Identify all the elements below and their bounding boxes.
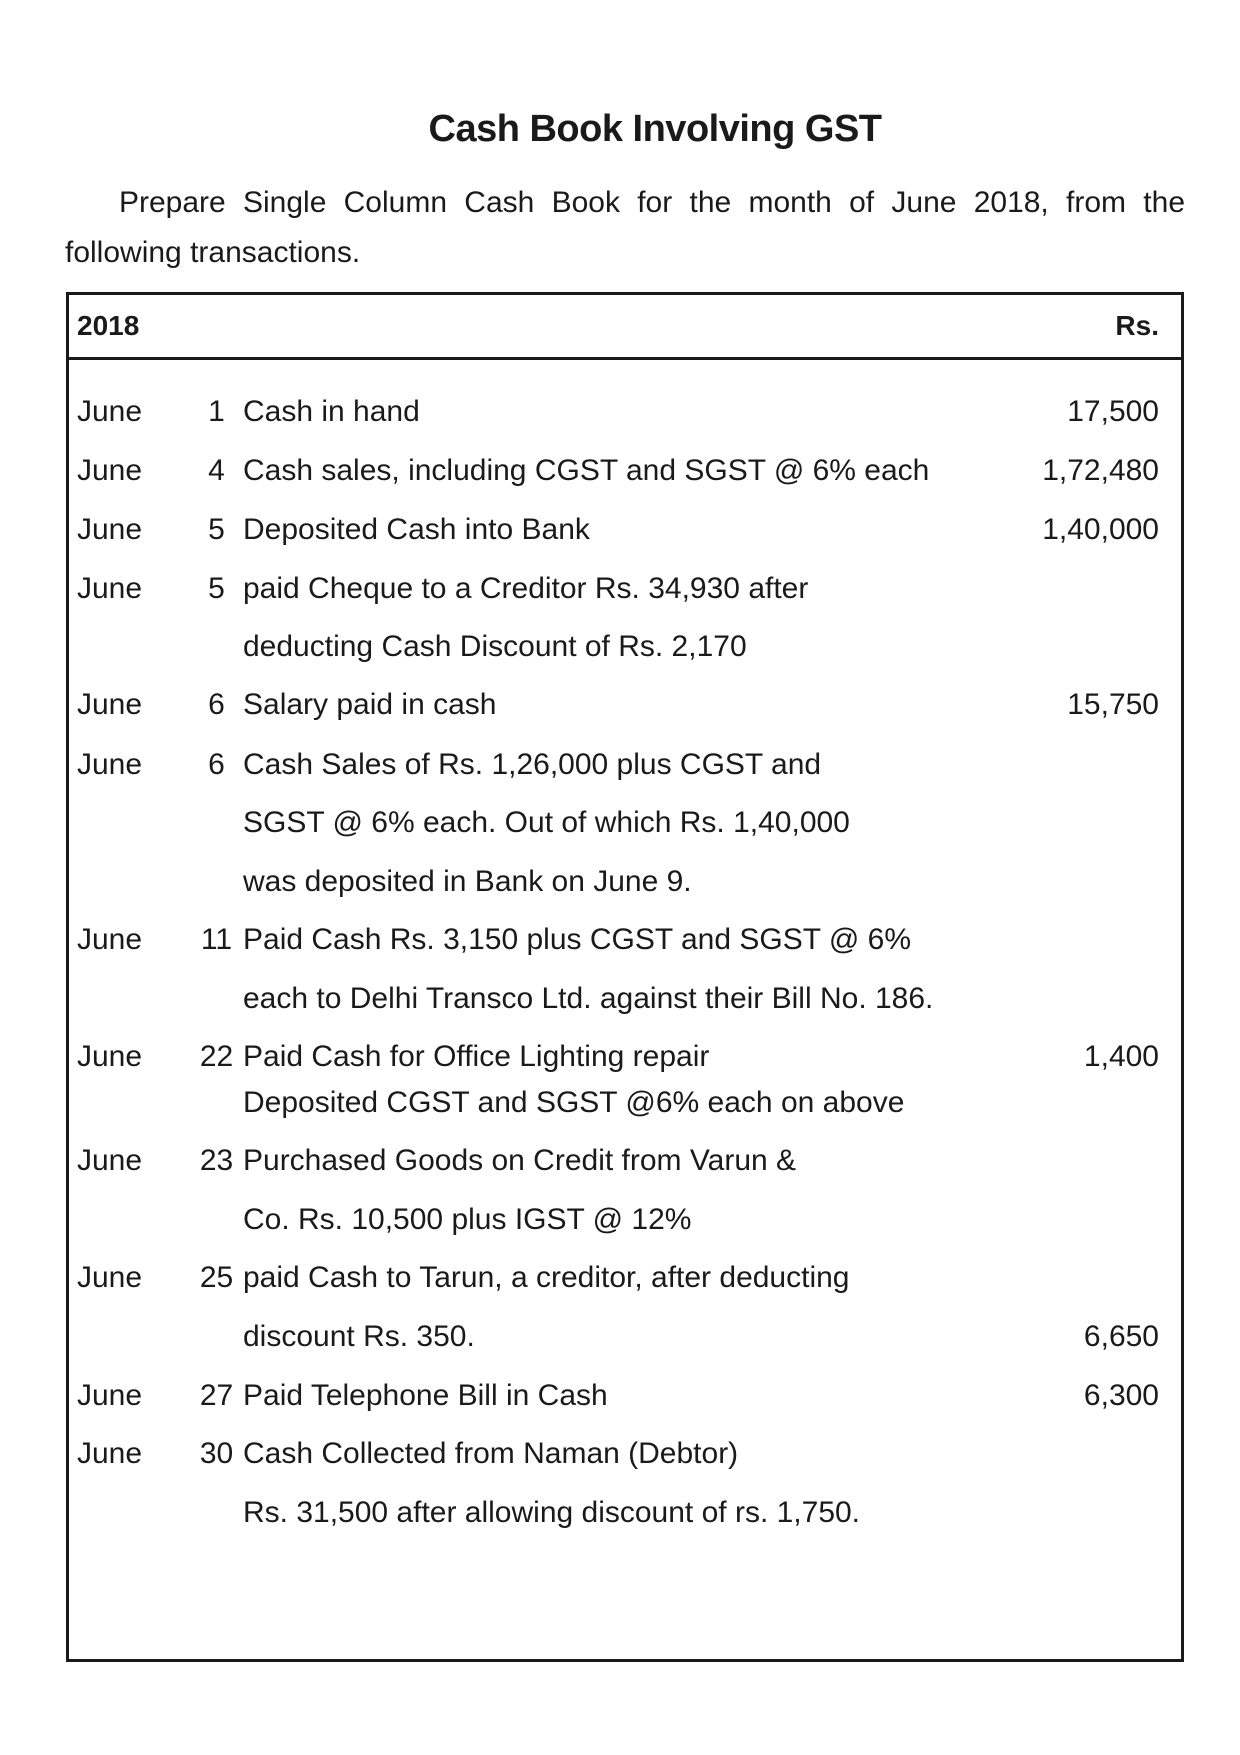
row-day: 27 bbox=[199, 1379, 234, 1412]
row-month: June bbox=[77, 1379, 143, 1412]
table-header bbox=[69, 295, 1181, 360]
row-day: 25 bbox=[199, 1261, 234, 1294]
row-amount: 1,72,480 bbox=[1042, 454, 1159, 487]
table-row bbox=[69, 974, 1181, 1024]
row-month: June bbox=[77, 572, 143, 605]
table-row bbox=[69, 798, 1181, 848]
row-day: 6 bbox=[208, 748, 225, 781]
row-month: June bbox=[77, 923, 143, 956]
row-amount: 6,300 bbox=[1083, 1379, 1159, 1412]
row-day: 4 bbox=[208, 454, 225, 487]
table-row bbox=[69, 505, 1181, 555]
row-amount: 1,400 bbox=[1083, 1040, 1159, 1073]
row-description: Rs. 31,500 after allowing discount of rs. 1,750. bbox=[243, 1496, 861, 1529]
row-month: June bbox=[77, 395, 143, 428]
row-description: Co. Rs. 10,500 plus IGST @ 12% bbox=[243, 1203, 692, 1236]
table-row bbox=[69, 857, 1181, 907]
amount-header: Rs. bbox=[1115, 310, 1159, 341]
row-day: 6 bbox=[208, 688, 225, 721]
row-amount: 17,500 bbox=[1067, 395, 1159, 428]
table-row bbox=[69, 446, 1181, 496]
table-row bbox=[69, 1195, 1181, 1245]
page-title: Cash Book Involving GST bbox=[428, 108, 882, 150]
table-row bbox=[69, 1371, 1181, 1421]
row-description: Paid Cash for Office Lighting repair bbox=[243, 1040, 710, 1073]
row-month: June bbox=[77, 688, 143, 721]
row-day: 30 bbox=[199, 1437, 234, 1470]
row-month: June bbox=[77, 513, 143, 546]
row-day: 22 bbox=[199, 1040, 234, 1073]
row-description: Cash in hand bbox=[243, 395, 420, 428]
row-amount: 1,40,000 bbox=[1042, 513, 1159, 546]
row-day: 23 bbox=[199, 1144, 234, 1177]
row-description: each to Delhi Transco Ltd. against their Bill No. 186. bbox=[243, 982, 934, 1015]
table-row bbox=[69, 1032, 1181, 1082]
transactions-table bbox=[66, 292, 1184, 1662]
row-description: Deposited Cash into Bank bbox=[243, 513, 590, 546]
table-row bbox=[69, 564, 1181, 614]
table-row bbox=[69, 1078, 1181, 1128]
table-row bbox=[69, 1136, 1181, 1186]
row-description: paid Cash to Tarun, a creditor, after deducting bbox=[243, 1261, 850, 1294]
row-day: 5 bbox=[208, 572, 225, 605]
row-day: 5 bbox=[208, 513, 225, 546]
row-description: was deposited in Bank on June 9. bbox=[243, 865, 692, 898]
row-description: Deposited CGST and SGST @6% each on above bbox=[243, 1086, 905, 1119]
row-description: discount Rs. 350. bbox=[243, 1320, 475, 1353]
intro-paragraph: Prepare Single Column Cash Book for the month of June 2018, from the following transactions. bbox=[65, 186, 1185, 269]
table-row bbox=[69, 915, 1181, 965]
table-row bbox=[69, 680, 1181, 730]
row-month: June bbox=[77, 454, 143, 487]
row-day: 11 bbox=[200, 923, 233, 956]
row-description: Salary paid in cash bbox=[243, 688, 497, 721]
table-row bbox=[69, 740, 1181, 790]
row-description: Cash Sales of Rs. 1,26,000 plus CGST and bbox=[243, 748, 822, 781]
row-month: June bbox=[77, 1144, 143, 1177]
table-row bbox=[69, 1312, 1181, 1362]
year-header: 2018 bbox=[77, 310, 140, 341]
row-month: June bbox=[77, 1261, 143, 1294]
table-row bbox=[69, 622, 1181, 672]
table-row bbox=[69, 1253, 1181, 1303]
row-description: paid Cheque to a Creditor Rs. 34,930 after bbox=[243, 572, 809, 605]
row-month: June bbox=[77, 1040, 143, 1073]
row-description: Cash Collected from Naman (Debtor) bbox=[243, 1437, 739, 1470]
table-row bbox=[69, 387, 1181, 437]
table-row bbox=[69, 1429, 1181, 1479]
row-description: deducting Cash Discount of Rs. 2,170 bbox=[243, 630, 747, 663]
row-month: June bbox=[77, 748, 143, 781]
row-amount: 15,750 bbox=[1067, 688, 1159, 721]
row-day: 1 bbox=[208, 395, 225, 428]
row-month: June bbox=[77, 1437, 143, 1470]
row-description: Purchased Goods on Credit from Varun & bbox=[243, 1144, 797, 1177]
row-amount: 6,650 bbox=[1083, 1320, 1159, 1353]
row-description: Paid Cash Rs. 3,150 plus CGST and SGST @ 6% bbox=[243, 923, 911, 956]
row-description: SGST @ 6% each. Out of which Rs. 1,40,000 bbox=[243, 806, 850, 839]
row-description: Paid Telephone Bill in Cash bbox=[243, 1379, 608, 1412]
row-description: Cash sales, including CGST and SGST @ 6% each bbox=[243, 454, 930, 487]
table-row bbox=[69, 1488, 1181, 1538]
